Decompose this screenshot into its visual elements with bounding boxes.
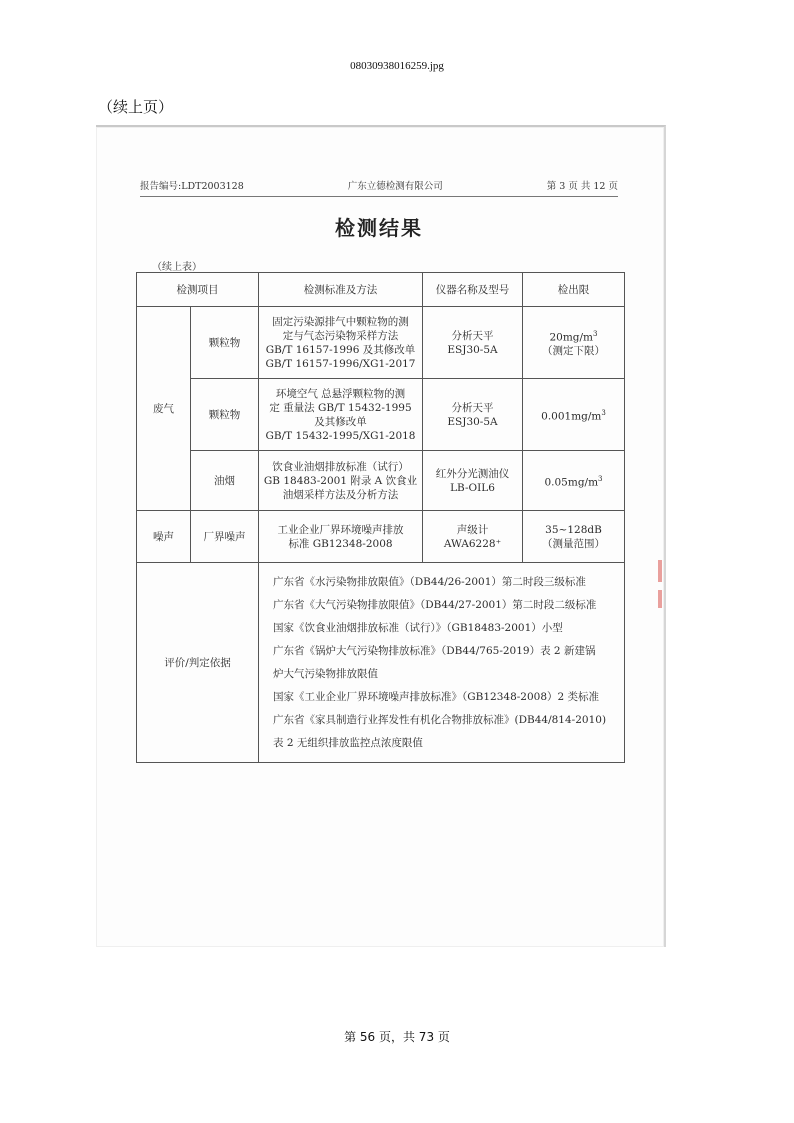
group-label-waste-gas: 废气 bbox=[137, 307, 191, 511]
report-title: 检测结果 bbox=[335, 216, 423, 240]
header-item: 检测项目 bbox=[137, 273, 259, 307]
limit-cell bbox=[523, 379, 625, 451]
method-cell bbox=[259, 307, 423, 379]
basis-line: 表 2 无组织排放监控点浓度限值 bbox=[273, 736, 423, 749]
limit-unit-superscript: 3 bbox=[598, 474, 603, 483]
method-line: 定与气态污染物采样方法 bbox=[282, 329, 399, 342]
basis-line: 广东省《锅炉大气污染物排放标准》（DB44/765-2019）表 2 新建锅 bbox=[273, 644, 596, 657]
instrument-cell bbox=[423, 451, 523, 511]
method-line: 定 重量法 GB/T 15432-1995 bbox=[269, 401, 412, 414]
method-line: 饮食业油烟排放标准（试行） bbox=[272, 460, 409, 473]
method-line: 标准 GB12348-2008 bbox=[288, 537, 393, 550]
table-row bbox=[137, 379, 625, 451]
instrument-cell bbox=[423, 511, 523, 563]
limit-unit-superscript: 3 bbox=[601, 408, 606, 417]
report-company: 广东立德检测有限公司 bbox=[347, 181, 443, 192]
basis-line: 国家《饮食业油烟排放标准（试行）》（GB18483-2001）小型 bbox=[273, 621, 563, 634]
method-line: 固定污染源排气中颗粒物的测 bbox=[272, 315, 409, 328]
limit-value: 0.05mg/m bbox=[544, 476, 599, 489]
page-footer: 第 56 页，共 73 页 bbox=[344, 1030, 450, 1044]
item-cell: 颗粒物 bbox=[191, 307, 259, 379]
limit-unit-superscript: 3 bbox=[593, 329, 598, 338]
method-line: 及其修改单 bbox=[314, 415, 367, 428]
basis-line: 广东省《家具制造行业挥发性有机化合物排放标准》(DB44/814-2010) bbox=[273, 713, 607, 726]
table-row bbox=[137, 451, 625, 511]
basis-row bbox=[137, 563, 625, 763]
instrument-model: AWA6228⁺ bbox=[443, 537, 502, 550]
continued-from-previous-page: （续上页） bbox=[98, 98, 174, 116]
red-stamp-edge bbox=[658, 560, 662, 582]
basis-label: 评价/判定依据 bbox=[137, 563, 259, 763]
method-line: GB/T 15432-1995/XG1-2018 bbox=[265, 429, 416, 442]
method-cell bbox=[259, 451, 423, 511]
limit-value: 20mg/m bbox=[549, 331, 594, 344]
basis-line: 炉大气污染物排放限值 bbox=[273, 667, 378, 680]
continued-table-label: （续上表） bbox=[152, 262, 202, 273]
basis-list bbox=[259, 563, 625, 763]
instrument-cell bbox=[423, 307, 523, 379]
limit-note: （测定下限） bbox=[542, 345, 605, 358]
instrument-model: LB-OIL6 bbox=[450, 481, 495, 494]
results-table bbox=[136, 272, 625, 763]
method-line: 工业企业厂界环境噪声排放 bbox=[277, 523, 404, 536]
header-method: 检测标准及方法 bbox=[259, 273, 423, 307]
image-filename: 08030938016259.jpg bbox=[350, 60, 444, 72]
method-cell bbox=[259, 511, 423, 563]
item-cell: 油烟 bbox=[191, 451, 259, 511]
instrument-cell bbox=[423, 379, 523, 451]
limit-note: （测量范围） bbox=[542, 537, 605, 550]
report-page-count: 第 3 页 共 12 页 bbox=[546, 181, 618, 192]
instrument-name: 红外分光测油仪 bbox=[435, 467, 510, 480]
method-line: 环境空气 总悬浮颗粒物的测 bbox=[275, 387, 406, 400]
instrument-name: 分析天平 bbox=[451, 329, 494, 342]
limit-cell bbox=[523, 511, 625, 563]
red-stamp-edge bbox=[658, 590, 662, 608]
report-number: 报告编号:LDT2003128 bbox=[140, 181, 244, 192]
method-line: GB/T 16157-1996 及其修改单 bbox=[265, 343, 416, 356]
header-limit: 检出限 bbox=[523, 273, 625, 307]
method-line: 油烟采样方法及分析方法 bbox=[282, 488, 399, 501]
limit-cell bbox=[523, 451, 625, 511]
table-header-row bbox=[137, 273, 625, 307]
method-cell bbox=[259, 379, 423, 451]
basis-line: 广东省《水污染物排放限值》（DB44/26-2001）第二时段三级标准 bbox=[273, 575, 586, 588]
limit-value: 35~128dB bbox=[545, 523, 602, 536]
item-cell: 厂界噪声 bbox=[191, 511, 259, 563]
table-row bbox=[137, 307, 625, 379]
item-cell: 颗粒物 bbox=[191, 379, 259, 451]
instrument-name: 声级计 bbox=[456, 523, 489, 536]
instrument-model: ESJ30-5A bbox=[447, 343, 498, 356]
method-line: GB/T 16157-1996/XG1-2017 bbox=[265, 357, 416, 370]
limit-cell bbox=[523, 307, 625, 379]
method-line: GB 18483-2001 附录 A 饮食业 bbox=[263, 474, 418, 487]
table-row bbox=[137, 511, 625, 563]
group-label-noise: 噪声 bbox=[137, 511, 191, 563]
header-instrument: 仪器名称及型号 bbox=[423, 273, 523, 307]
report-header bbox=[140, 178, 618, 197]
instrument-model: ESJ30-5A bbox=[447, 415, 498, 428]
basis-line: 广东省《大气污染物排放限值》（DB44/27-2001）第二时段二级标准 bbox=[273, 598, 597, 611]
basis-line: 国家《工业企业厂界环境噪声排放标准》（GB12348-2008）2 类标准 bbox=[273, 690, 600, 703]
limit-value: 0.001mg/m bbox=[541, 410, 602, 423]
instrument-name: 分析天平 bbox=[451, 401, 494, 414]
